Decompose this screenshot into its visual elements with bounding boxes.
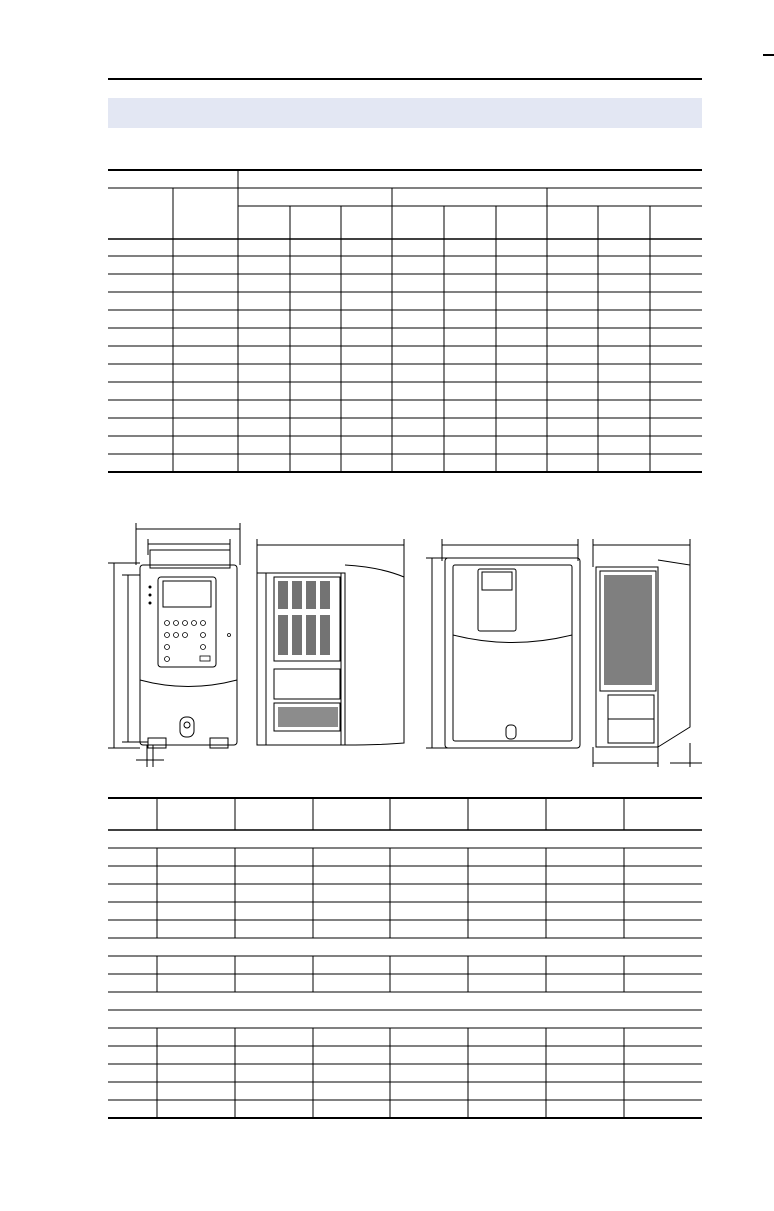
drive-large-front [426, 539, 580, 748]
dimension-table [0, 780, 774, 1140]
rating-table [0, 0, 774, 480]
drive-small-front [108, 523, 240, 767]
dimension-drawing [0, 505, 774, 775]
